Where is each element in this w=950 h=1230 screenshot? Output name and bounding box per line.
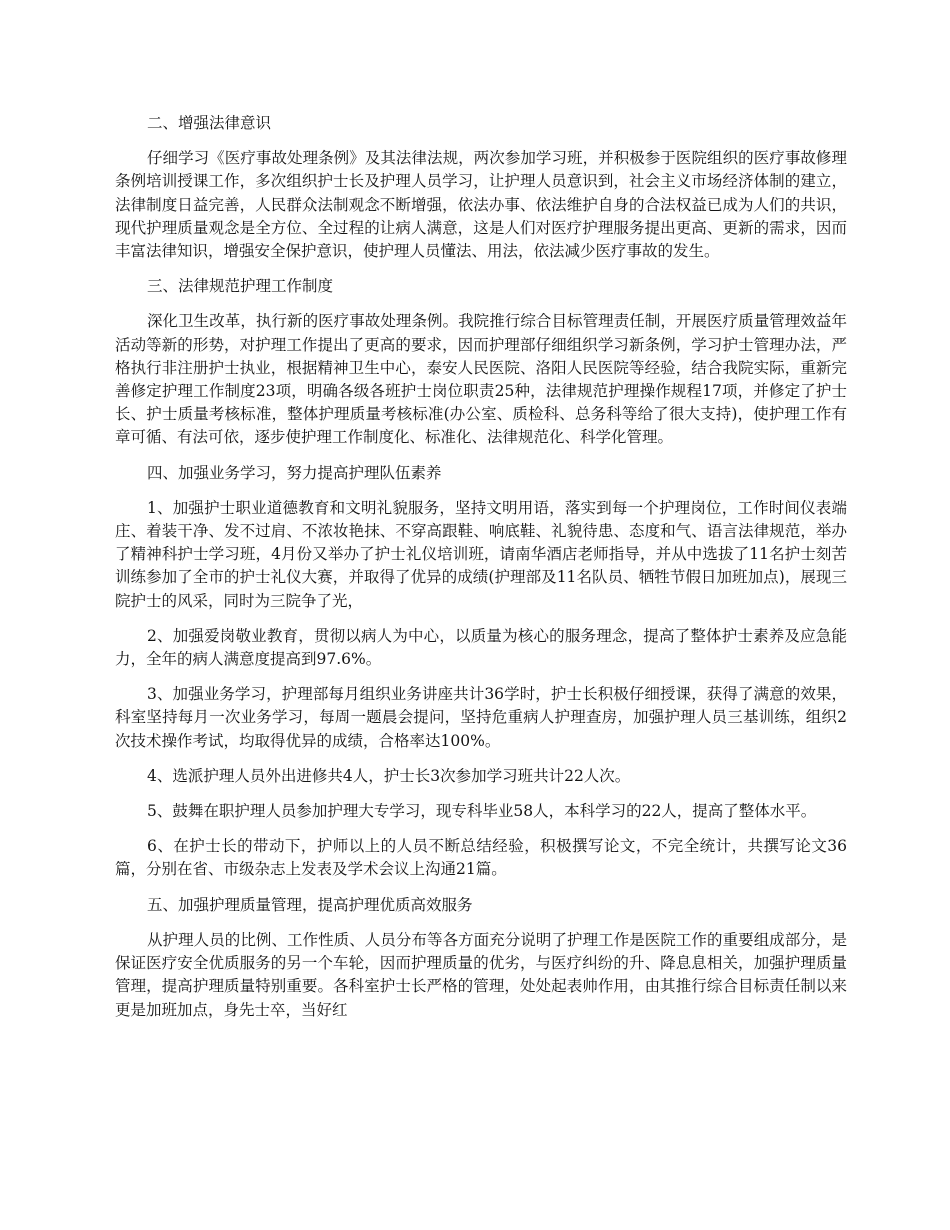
paragraph-nursing-rules: 深化卫生改革，执行新的医疗事故处理条例。我院推行综合目标管理责任制，开展医疗质量管理效益年活动等新的形势，对护理工作提出了更高的要求，因而护理部仔细组织学习新条例，学习护士管理办法，严格执行非注册护士执业，根据精神卫生中心，泰安人民医院、洛阳人民医院等经验，结合我院实际，重新完善修定护理工作制度23项，明确各级各班护士岗位职责25种，法律规范护理操作规程17项，并修定了护士长、护士质量考核标准，整体护理质量考核标准(办公室、质检科、总务科等给了很大支持)，使护理工作有章可循、有法可依，逐步使护理工作制度化、标准化、法律规范化、科学化管理。 bbox=[115, 312, 847, 447]
paragraph-item-5: 5、鼓舞在职护理人员参加护理大专学习，现专科毕业58人，本科学习的22人，提高了整体水平。 bbox=[147, 802, 817, 821]
paragraph-item-4: 4、选派护理人员外出进修共4人，护士长3次参加学习班共计22人次。 bbox=[147, 766, 631, 785]
paragraph-law-awareness: 仔细学习《医疗事故处理条例》及其法律法规，两次参加学习班，并积极参于医院组织的医疗事故修理条例培训授课工作，多次组织护士长及护理人员学习，让护理人员意识到，社会主义市场经济体制的建立，法律制度日益完善，人民群众法制观念不断增强，依法办事、依法维护自身的合法权益已成为人们的共识，现代护理质量观念是全方位、全过程的让病人满意，这是人们对医疗护理服务提出更高、更新的需求，因而丰富法律知识，增强安全保护意识，使护理人员懂法、用法，依法减少医疗事故的发生。 bbox=[115, 149, 847, 261]
section-heading-professional-study: 四、加强业务学习，努力提高护理队伍素养 bbox=[147, 463, 442, 482]
paragraph-item-2: 2、加强爱岗敬业教育，贯彻以病人为中心，以质量为核心的服务理念，提高了整体护士素养及应急能力，全年的病人满意度提高到97.6%。 bbox=[115, 626, 847, 669]
paragraph-item-3: 3、加强业务学习，护理部每月组织业务讲座共计36学时，护士长积极仔细授课，获得了满意的效果，科室坚持每月一次业务学习，每周一题晨会提问，坚持危重病人护理查房，加强护理人员三基训练，组织2次技术操作考试，均取得优异的成绩，合格率达100%。 bbox=[115, 685, 847, 750]
section-heading-law-awareness: 二、增强法律意识 bbox=[147, 114, 272, 132]
paragraph-item-1: 1、加强护士职业道德教育和文明礼貌服务，坚持文明用语，落实到每一个护理岗位，工作时间仪表端庄、着装干净、发不过肩、不浓妆艳抹、不穿高跟鞋、响底鞋、礼貌待患、态度和气、语言法律规范，举办了精神科护士学习班，4月份又举办了护士礼仪培训班，请南华酒店老师指导，并从中选拔了11名护士刻苦训练参加了全市的护士礼仪大赛，并取得了优异的成绩(护理部及11名队员、牺牲节假日加班加点)，展现三院护士的风采，同时为三院争了光， bbox=[115, 498, 847, 610]
section-heading-quality-management: 五、加强护理质量管理，提高护理优质高效服务 bbox=[147, 895, 473, 914]
paragraph-quality-management: 从护理人员的比例、工作性质、人员分布等各方面充分说明了护理工作是医院工作的重要组成部分，是保证医疗安全优质服务的另一个车轮，因而护理质量的优劣，与医疗纠纷的升、降息息相关，加强护理质量管理，提高护理质量特别重要。各科室护士长严格的管理，处处起表帅作用，由其推行综合目标责任制以来更是加班加点，身先士卒，当好红 bbox=[115, 930, 847, 1019]
document-page bbox=[115, 112, 847, 1034]
section-heading-nursing-rules: 三、法律规范护理工作制度 bbox=[147, 277, 334, 296]
paragraph-item-6: 6、在护士长的带动下，护师以上的人员不断总结经验，积极撰写论文，不完全统计，共撰写论文36篇，分别在省、市级杂志上发表及学术会议上沟通21篇。 bbox=[115, 837, 847, 879]
